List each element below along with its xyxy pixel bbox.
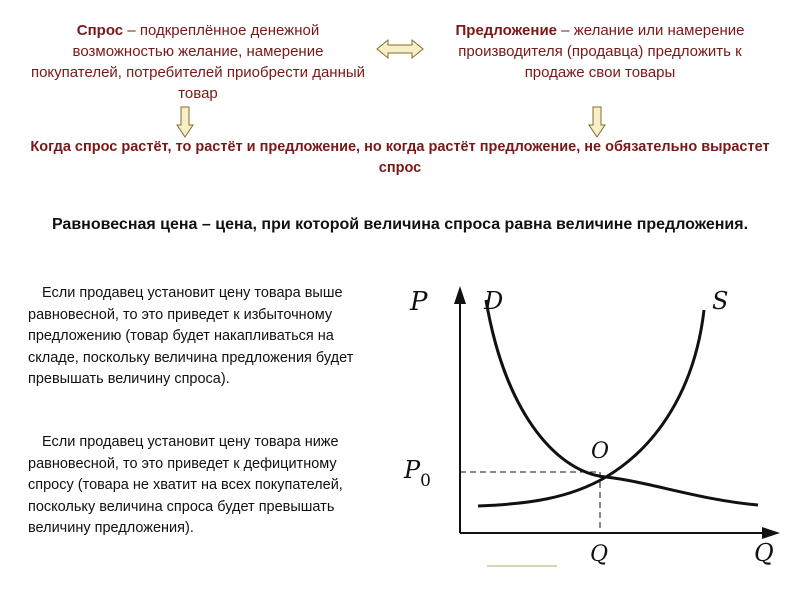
price-below-paragraph: Если продавец установит цену товара ниже равновесной, то это приведет к дефицитному спросу (товара не хватит на всех покупателей, поскольку величина спроса будет превышать величину предложения). xyxy=(28,434,343,536)
decorative-rule xyxy=(487,565,557,567)
supply-curve-label: S xyxy=(712,287,729,315)
equilibrium-point-label: O xyxy=(591,439,610,464)
x-axis-arrowhead xyxy=(762,527,780,539)
equilibrium-definition: Равновесная цена – цена, при которой величина спроса равна величине предложения. xyxy=(51,216,749,233)
y-axis-arrowhead xyxy=(454,286,466,304)
price-above-paragraph: Если продавец установит цену товара выше равновесной, то это приведет к избыточному предложению (товар будет накапливаться на складе, поскольку величина предложения будет превышать величину спроса). xyxy=(28,285,354,387)
supply-definition xyxy=(430,20,770,83)
price-label: $P_0$ xyxy=(404,456,431,491)
demand-curve-label: D xyxy=(484,287,504,315)
supply-definition-text: – желание или намерение производителя (продавца) предложить к продаже свои товары xyxy=(458,22,745,81)
down-arrow-left-icon xyxy=(176,106,194,138)
axis-x-label: Q xyxy=(754,539,774,567)
supply-term: Предложение xyxy=(455,22,558,39)
supply-curve xyxy=(478,310,704,506)
demand-definition-text: – подкреплённое денежной возможностью желание, намерение покупателей, потребителей приобрести данный товар xyxy=(30,22,366,102)
double-arrow-icon xyxy=(375,38,425,60)
relation-statement: Когда спрос растёт, то растёт и предложение, но когда растёт предложение, не обязательно вырастет спрос xyxy=(30,139,770,176)
down-arrow-right-icon xyxy=(588,106,606,138)
demand-term: Спрос xyxy=(76,22,124,39)
demand-definition xyxy=(28,20,368,104)
axis-y-label: P xyxy=(410,287,428,317)
quantity-label: Q xyxy=(590,542,609,567)
supply-demand-graph xyxy=(390,278,790,578)
demand-curve xyxy=(486,300,758,505)
